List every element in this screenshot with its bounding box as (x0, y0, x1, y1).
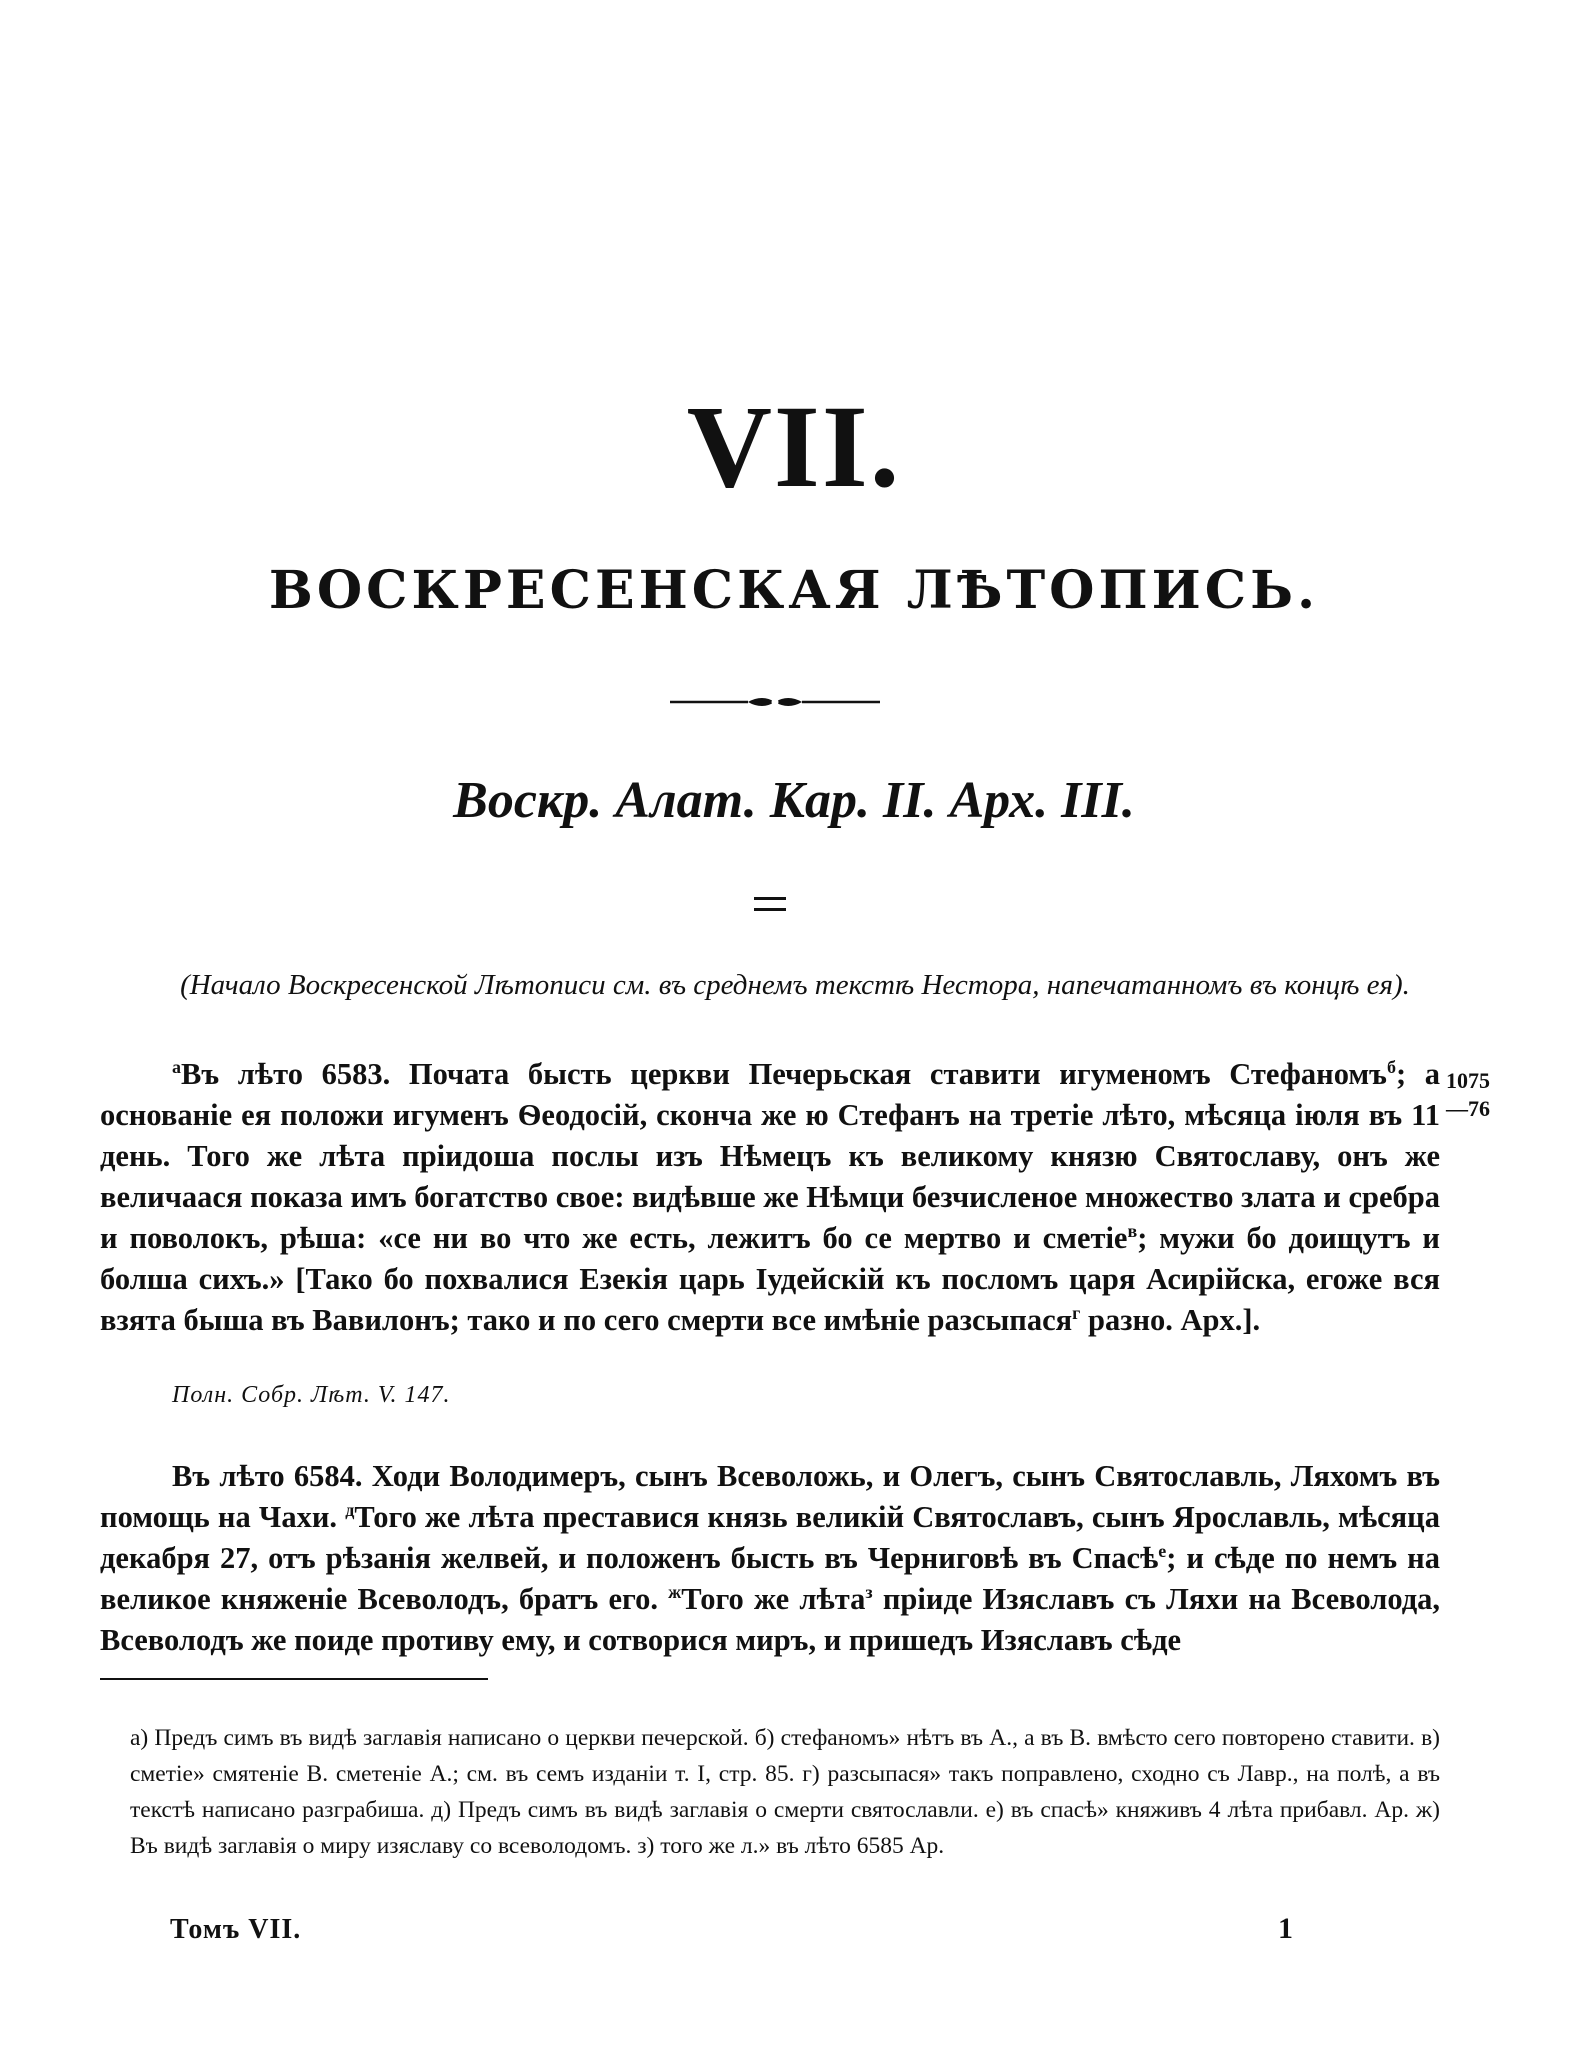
margin-year-bottom: —76 (1446, 1096, 1490, 1121)
note-mark: з (865, 1581, 873, 1602)
ornament-divider (670, 690, 880, 714)
paragraph-6584 (100, 1456, 1440, 1661)
paragraph-indent (100, 1459, 172, 1493)
sources-line: Воскр. Алат. Кар. II. Арх. III. (453, 772, 1135, 829)
paragraph-6583 (100, 1054, 1440, 1341)
paragraph-text: пріиде Изяславъ съ Ляхи на Всеволода, Всеволодъ же поиде противу ему, и сотворися миръ, и пришедъ Изяславъ сѣде (100, 1582, 1440, 1657)
double-rule (754, 897, 786, 911)
paragraph-text: Того же лѣта преставися князь великій Святославъ, сынъ Ярославль, мѣсяца декабря 27, отъ рѣзанія желвей, и положенъ бысть въ Черниговѣ въ Спасѣ (100, 1500, 1440, 1575)
note-mark: е (1158, 1540, 1167, 1561)
page-number: 1 (1278, 1912, 1293, 1945)
footnotes: а) Предъ симъ въ видѣ заглавія написано о церкви печерской. б) стефаномъ» нѣтъ въ А., а въ В. вмѣсто сего повторено ставити. в) сметіе» смятеніе В. сметеніе А.; см. въ семъ изданіи т. I, стр. 85. г) разсыпася» такъ поправлено, сходно съ Лавр., на полѣ, а въ текстѣ написано разграбиша. д) Предъ симъ въ видѣ заглавія о смерти святославли. е) въ спасѣ» княживъ 4 лѣта прибавл. Ар. ж) Въ видѣ заглавія о миру изяславу со всеволодомъ. з) того же л.» въ лѣто 6585 Ар. (130, 1725, 1440, 1859)
volume-label: Томъ VII. (170, 1914, 302, 1945)
chronicle-title: ВОСКРЕСЕНСКАЯ ЛѢТОПИСЬ. (268, 560, 1320, 621)
note-mark: б (1386, 1056, 1396, 1077)
note-mark: д (345, 1499, 355, 1520)
paragraph-indent (100, 1057, 172, 1091)
paragraph-text: Въ лѣто 6583. Почата бысть церкви Печерьская ставити игуменомъ Стефаномъ (181, 1057, 1387, 1091)
chapter-numeral: VII. (686, 381, 902, 512)
footnote-separator (100, 1678, 488, 1680)
note-mark: а (172, 1056, 181, 1077)
paragraph-text: Того же лѣта (681, 1582, 866, 1616)
paragraph-text: разно. Арх.]. (1080, 1303, 1261, 1337)
paragraph-text: ; а основаніе ея положи игуменъ Ѳеодосій, сконча же ю Стефанъ на третіе лѣто, мѣсяца іюля въ 11 день. Того же лѣта пріидоша послы изъ Нѣмецъ къ великому князю Святославу, онъ же величаася показа имъ богатство свое: видѣвше же Нѣмци безчисленое множество злата и сребра и поволокъ, рѣша: «се ни во что же есть, лежитъ бо се мертво и сметіе (100, 1057, 1440, 1255)
paragraph-text: ; и сѣде по немъ на великое княженіе Всеволодъ, братъ его. (100, 1541, 1440, 1616)
paragraph-text: ; мужи бо доищутъ и болша сихъ.» [Тако бо похвалися Езекія царь Іудейскій къ посломъ царя Асирійска, егоже вся взята быша въ Вавилонъ; тако и по сего смерти все имѣніе разсыпася (100, 1221, 1441, 1337)
source-reference: Полн. Собр. Лѣт. V. 147. (172, 1382, 451, 1408)
note-mark: ж (668, 1581, 682, 1602)
margin-year-top: 1075 (1446, 1068, 1490, 1093)
paragraph-text: Въ лѣто 6584. Ходи Володимеръ, сынъ Всеволожь, и Олегъ, сынъ Святославль, Ляхомъ въ помощь на Чахи. (100, 1459, 1440, 1534)
note-mark: в (1127, 1220, 1138, 1241)
note-mark: г (1072, 1302, 1081, 1323)
intro-note: (Начало Воскресенской Лѣтописи см. въ среднемъ текстѣ Нестора, напечатанномъ въ концѣ ея). (180, 969, 1410, 1001)
